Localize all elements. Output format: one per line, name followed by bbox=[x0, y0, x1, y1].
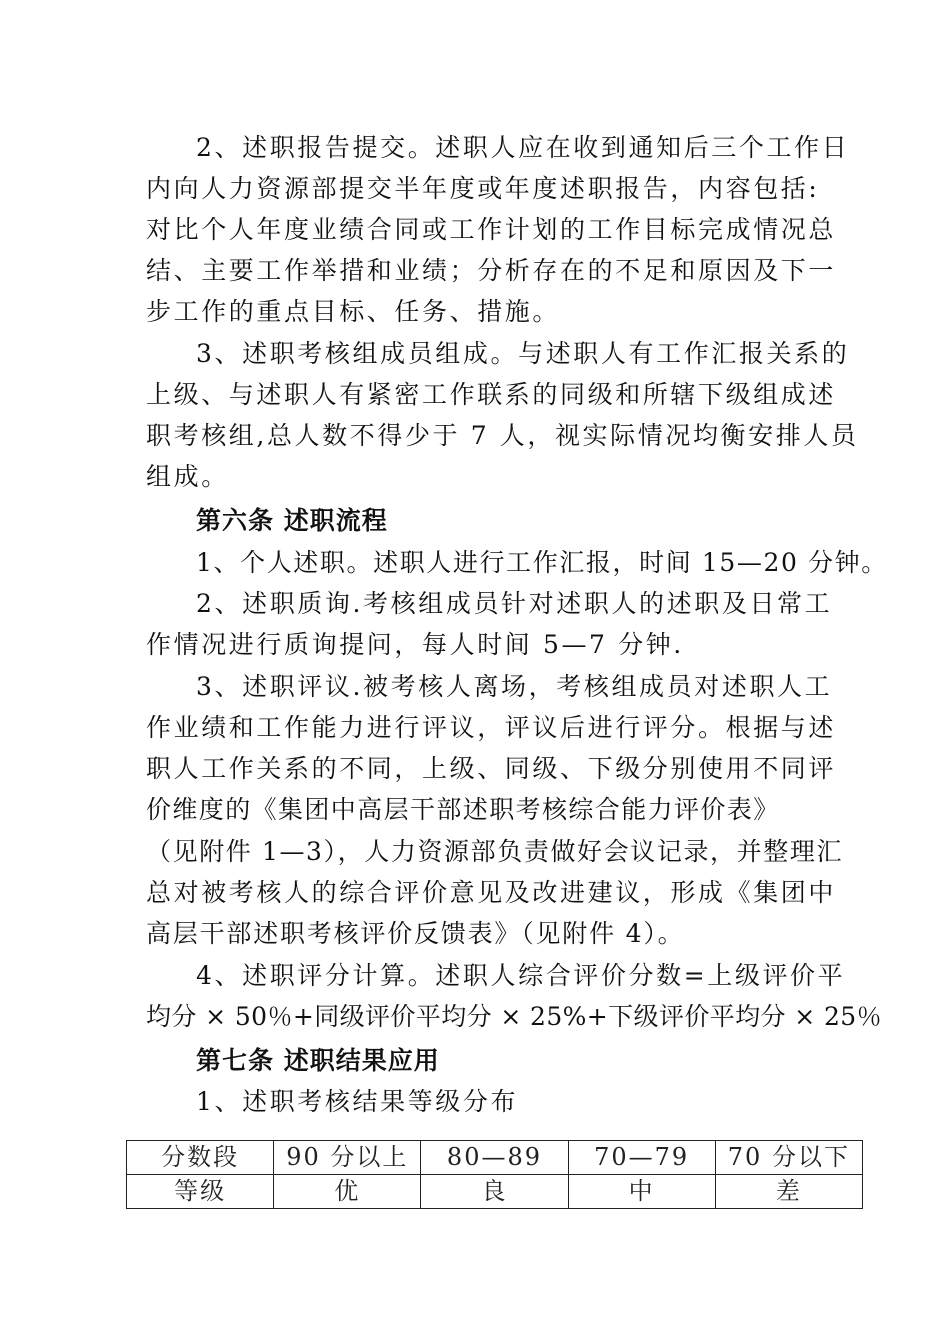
article-6-heading: 第六条 述职流程 bbox=[196, 506, 388, 535]
table-row bbox=[127, 1175, 863, 1209]
paragraph-line: 对比个人年度业绩合同或工作计划的工作目标完成情况总 bbox=[146, 215, 837, 244]
table-cell: 90 分以上 bbox=[274, 1141, 421, 1175]
table-cell: 70—79 bbox=[568, 1141, 715, 1175]
paragraph-line: 职考核组,总人数不得少于 7 人，视实际情况均衡安排人员 bbox=[146, 421, 859, 450]
paragraph-line: 上级、与述职人有紧密工作联系的同级和所辖下级组成述 bbox=[146, 380, 837, 409]
paragraph-line: 高层干部述职考核评价反馈表》（见附件 4）。 bbox=[146, 919, 685, 948]
table-cell: 良 bbox=[421, 1175, 568, 1209]
paragraph-line: 4、述职评分计算。述职人综合评价分数=上级评价平 bbox=[196, 961, 846, 990]
paragraph-line: 3、述职评议.被考核人离场，考核组成员对述职人工 bbox=[196, 672, 833, 701]
paragraph-line: 价维度的《集团中高层干部述职考核综合能力评价表》 bbox=[146, 795, 780, 824]
paragraph-line: 内向人力资源部提交半年度或年度述职报告，内容包括: bbox=[146, 174, 820, 203]
table-cell: 差 bbox=[715, 1175, 862, 1209]
paragraph-line: 作情况进行质询提问，每人时间 5—7 分钟. bbox=[146, 630, 684, 659]
paragraph-line: 1、述职考核结果等级分布 bbox=[196, 1087, 519, 1116]
table-cell: 中 bbox=[568, 1175, 715, 1209]
paragraph-line: 步工作的重点目标、任务、措施。 bbox=[146, 297, 561, 326]
paragraph-line: 作业绩和工作能力进行评议，评议后进行评分。根据与述 bbox=[146, 713, 837, 742]
paragraph-line: 结、主要工作举措和业绩；分析存在的不足和原因及下一 bbox=[146, 256, 837, 285]
table-cell: 优 bbox=[274, 1175, 421, 1209]
paragraph-line: （见附件 1—3），人力资源部负责做好会议记录，并整理汇 bbox=[146, 837, 844, 866]
table-cell: 70 分以下 bbox=[715, 1141, 862, 1175]
grade-distribution-table bbox=[126, 1140, 863, 1209]
paragraph-line: 职人工作关系的不同，上级、同级、下级分别使用不同评 bbox=[146, 754, 837, 783]
table-cell: 分数段 bbox=[127, 1141, 274, 1175]
table-header-row bbox=[127, 1141, 863, 1175]
paragraph-line: 2、述职报告提交。述职人应在收到通知后三个工作日 bbox=[196, 133, 850, 162]
paragraph-line: 组成。 bbox=[146, 462, 229, 491]
paragraph-line: 3、述职考核组成员组成。与述职人有工作汇报关系的 bbox=[196, 339, 850, 368]
table-cell: 等级 bbox=[127, 1175, 274, 1209]
paragraph-line: 1、个人述职。述职人进行工作汇报，时间 15—20 分钟。 bbox=[196, 548, 888, 577]
table-cell: 80—89 bbox=[421, 1141, 568, 1175]
paragraph-line: 均分 × 50％+同级评价平均分 × 25%+下级评价平均分 × 25％ bbox=[146, 1002, 883, 1031]
article-7-heading: 第七条 述职结果应用 bbox=[196, 1046, 440, 1075]
paragraph-line: 总对被考核人的综合评价意见及改进建议，形成《集团中 bbox=[146, 878, 837, 907]
paragraph-line: 2、述职质询.考核组成员针对述职人的述职及日常工 bbox=[196, 589, 833, 618]
